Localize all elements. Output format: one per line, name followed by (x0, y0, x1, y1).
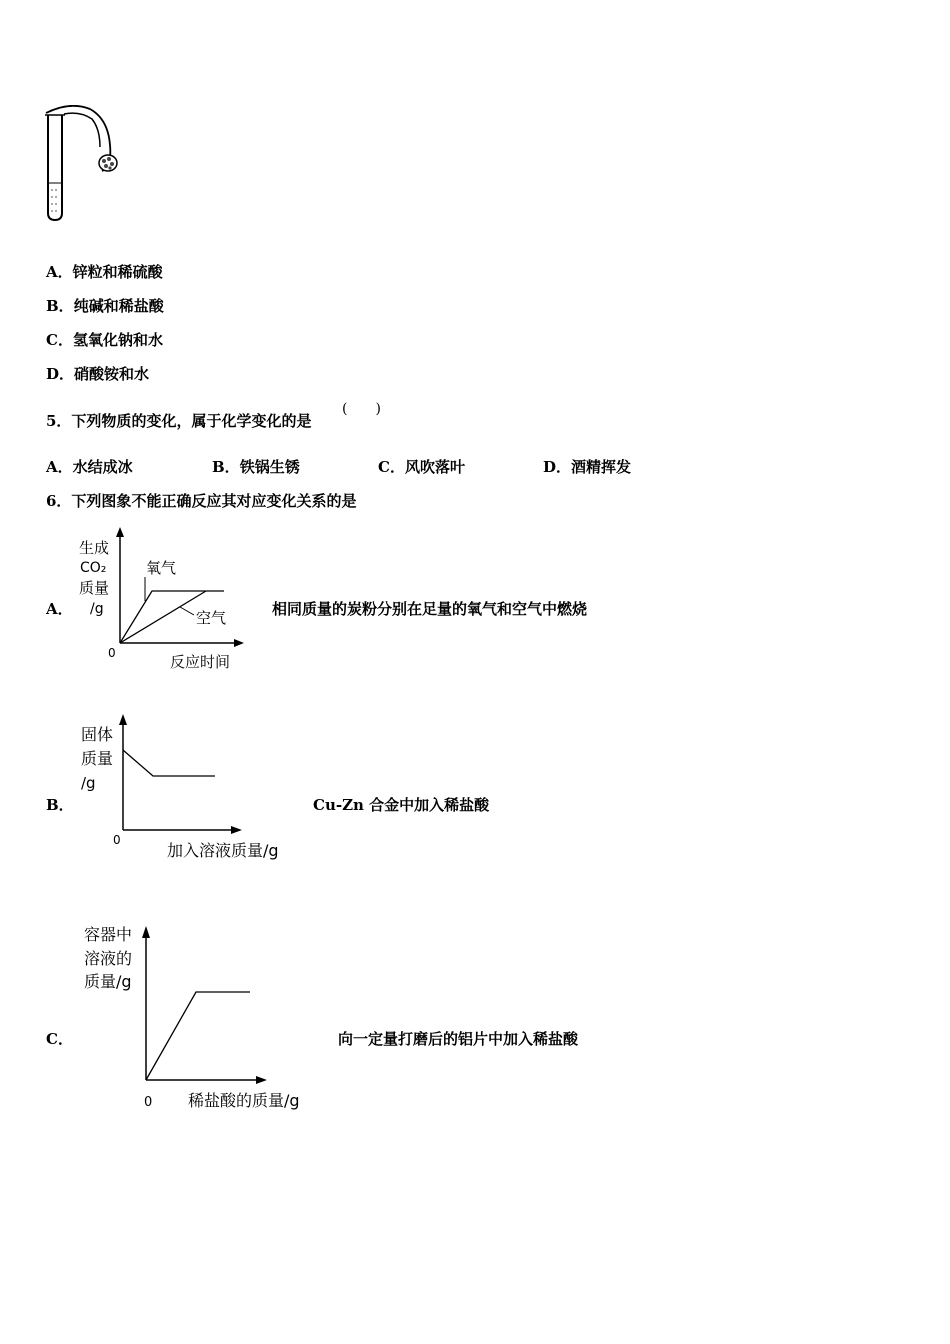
y-label-line-2: 溶液的 (84, 949, 133, 968)
q5-answer-paren: ( ) (342, 401, 381, 417)
y-label-line-1: 固体 (81, 725, 114, 744)
y-axis-arrow (142, 926, 150, 938)
x-axis-arrow (234, 639, 244, 647)
q6-option-a-letter: A． (46, 600, 73, 618)
option-text: 水结成冰 (72, 458, 133, 476)
option-text: 硝酸铵和水 (74, 365, 150, 383)
option-letter: C． (378, 458, 405, 476)
y-label-line-3: 质量/g (84, 972, 132, 991)
option-letter: B． (46, 297, 74, 315)
option-letter: A． (46, 263, 73, 281)
option-text: 酒精挥发 (571, 458, 632, 476)
x-axis-arrow (231, 826, 242, 834)
option-letter: C． (46, 331, 73, 349)
q6-option-b-description: Cu-Zn 合金中加入稀盐酸 (313, 796, 490, 814)
air-label: 空气 (196, 609, 227, 627)
q6-stem: 6．下列图象不能正确反应其对应变化关系的是 (46, 492, 357, 510)
x-label: 稀盐酸的质量/g (188, 1091, 300, 1110)
x-axis-arrow (256, 1076, 267, 1084)
q5-option-b (212, 456, 300, 477)
q6-option-c-letter: C． (46, 1030, 73, 1048)
graph-a (70, 525, 250, 675)
y-label-line-2: CO₂ (80, 560, 107, 576)
q5-option-a (46, 456, 133, 477)
option-text: 风吹落叶 (404, 458, 465, 476)
y-label-line-1: 容器中 (84, 925, 133, 944)
q5-option-d (543, 456, 631, 477)
option-text: 铁锅生锈 (239, 458, 300, 476)
origin-label: 0 (144, 1095, 153, 1110)
x-label: 加入溶液质量/g (167, 841, 279, 860)
q5-option-c (378, 456, 465, 477)
origin-label: 0 (113, 833, 121, 847)
y-label-line-4: /g (90, 601, 104, 617)
y-label-line-2: 质量 (81, 749, 114, 768)
solution-mass-curve (146, 992, 250, 1080)
q5-stem (46, 410, 311, 431)
option-text: 氢氧化钠和水 (72, 331, 163, 349)
q6-option-b-letter: B． (46, 796, 74, 814)
option-letter: A． (46, 458, 73, 476)
origin-label: 0 (108, 646, 116, 660)
q4-option-c (46, 329, 163, 350)
y-label-line-1: 生成 (79, 539, 110, 557)
solid-mass-curve (123, 750, 215, 776)
q6-option-a-description: 相同质量的炭粉分别在足量的氧气和空气中燃烧 (272, 600, 588, 618)
q5-stem-text: 5．下列物质的变化，属于化学变化的是 (46, 412, 312, 430)
q6-option-c-description: 向一定量打磨后的铝片中加入稀盐酸 (338, 1030, 579, 1048)
y-label-line-3: 质量 (79, 579, 110, 597)
graph-c (80, 918, 325, 1118)
y-axis-arrow (116, 527, 124, 537)
y-label-line-3: /g (81, 774, 96, 792)
q4-option-a (46, 261, 163, 282)
q4-option-b (46, 295, 164, 316)
option-letter: B． (212, 458, 240, 476)
q4-option-d (46, 363, 149, 384)
y-axis-arrow (119, 714, 127, 725)
option-letter: D． (46, 365, 75, 383)
oxygen-label: 氧气 (146, 559, 177, 577)
graph-b (75, 710, 300, 865)
option-text: 纯碱和稀盐酸 (73, 297, 164, 315)
option-text: 锌粒和稀硫酸 (72, 263, 163, 281)
air-curve (120, 591, 206, 643)
test-tube-apparatus-figure (40, 105, 140, 225)
option-letter: D． (543, 458, 572, 476)
x-label: 反应时间 (170, 653, 231, 671)
